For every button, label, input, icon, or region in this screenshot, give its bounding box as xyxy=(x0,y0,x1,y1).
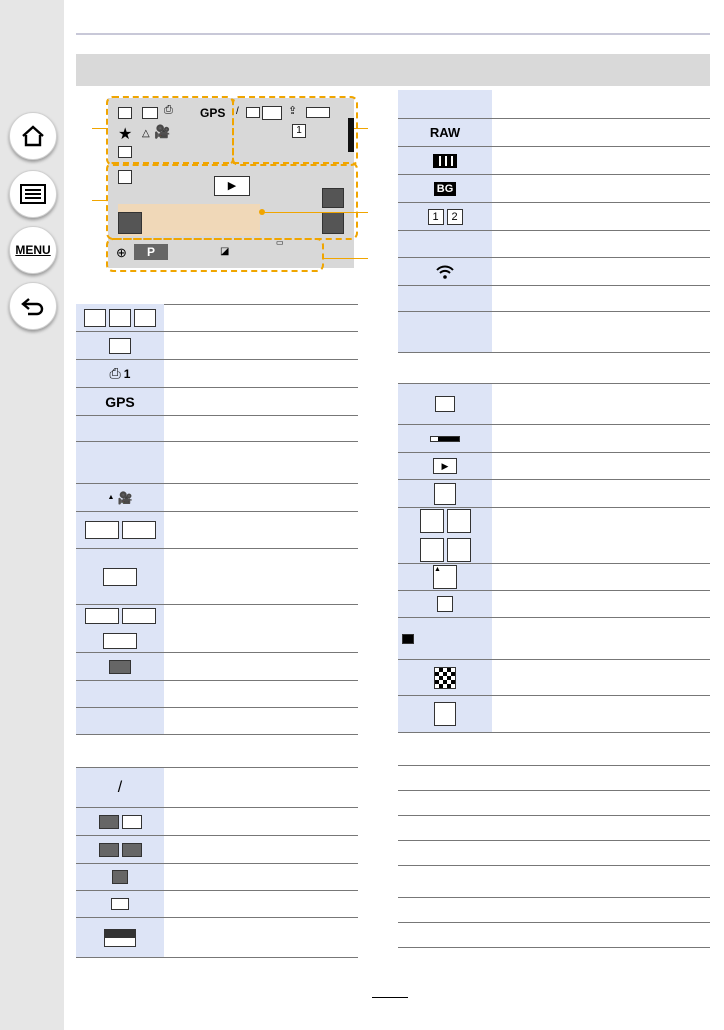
thumbnail-button[interactable] xyxy=(322,188,344,208)
callout-line-touch xyxy=(262,212,368,213)
contents-button[interactable] xyxy=(9,170,57,218)
pen-cell xyxy=(76,768,164,807)
burst-group-cell xyxy=(76,512,164,548)
left-row-18 xyxy=(76,864,358,891)
camera-mode-icon xyxy=(109,309,131,327)
burst-group-icon xyxy=(85,521,119,539)
left-row-5 xyxy=(76,416,358,442)
section-header-band xyxy=(76,54,710,86)
menu-label: MENU xyxy=(15,243,51,257)
empty-cell-6 xyxy=(76,442,164,483)
group-view-icon-4 xyxy=(447,538,471,562)
left-row-11 xyxy=(76,653,358,681)
raw-cell xyxy=(398,119,492,146)
edit-icon xyxy=(435,396,455,412)
right-row-23 xyxy=(398,791,710,816)
card-slot-cell xyxy=(398,203,492,230)
right-row-19 xyxy=(398,660,710,696)
right-row-8 xyxy=(398,286,710,312)
group-view-icon-3 xyxy=(420,538,444,562)
group-icon-3 xyxy=(103,633,137,649)
4k-burst-icon xyxy=(122,815,142,829)
focus-stack-icon xyxy=(103,568,137,586)
callout-line-1 xyxy=(92,128,108,129)
back-arrow-icon xyxy=(20,295,46,317)
sidebar xyxy=(0,0,64,1030)
left-row-7 xyxy=(76,484,358,512)
print-icon: ⎙ xyxy=(109,365,121,381)
card-slot-1: 1 xyxy=(428,209,444,225)
right-row-17 xyxy=(398,591,710,618)
group-view-icon-2 xyxy=(447,509,471,533)
protect-icon xyxy=(142,107,158,119)
wifi-icon xyxy=(436,265,454,279)
thumbnail-grid-icon xyxy=(434,667,456,689)
right-row-15 xyxy=(398,508,710,564)
pen-icon: / xyxy=(236,106,239,117)
left-row-20 xyxy=(76,918,358,958)
left-row-4 xyxy=(76,388,358,416)
left-row-6 xyxy=(76,442,358,484)
movie-icon: 🎥 xyxy=(117,490,133,505)
info-icon: ⊕ xyxy=(116,245,127,260)
play-icon: ▶ xyxy=(433,458,457,474)
page-number-rule xyxy=(372,997,408,998)
right-row-22 xyxy=(398,766,710,791)
right-row-2 xyxy=(398,119,710,147)
left-row-19 xyxy=(76,891,358,918)
right-row-18 xyxy=(398,618,710,660)
right-row-10 xyxy=(398,353,710,384)
post-focus-cell xyxy=(76,836,164,863)
left-row-10 xyxy=(76,605,358,653)
pen-icon: / xyxy=(117,778,123,796)
callout-line-4 xyxy=(322,258,368,259)
counter-cell xyxy=(76,653,164,680)
right-row-20 xyxy=(398,696,710,733)
mute-cell xyxy=(398,591,492,617)
4k-photo-icon xyxy=(99,815,119,829)
split-icon xyxy=(104,929,136,947)
print-count: 1 xyxy=(123,366,131,381)
post-focus-icon-2 xyxy=(122,843,142,857)
grid-cell xyxy=(398,660,492,695)
edit-cell xyxy=(398,384,492,424)
callout-dot xyxy=(259,209,265,215)
print-set-cell xyxy=(76,360,164,387)
small-panel-cell xyxy=(398,564,492,590)
right-row-12 xyxy=(398,425,710,453)
right-row-11 xyxy=(398,384,710,425)
right-row-21 xyxy=(398,733,710,766)
edit-icon xyxy=(118,170,132,184)
left-row-12 xyxy=(76,681,358,708)
right-row-1 xyxy=(398,90,710,119)
left-row-15 xyxy=(76,768,358,808)
empty-cell-r1 xyxy=(398,90,492,118)
group-icon-2 xyxy=(122,608,156,624)
callout-line-3 xyxy=(92,200,108,201)
header-rule xyxy=(76,33,710,35)
callout-line-2 xyxy=(354,128,368,129)
playback-mode-icon xyxy=(118,107,132,119)
battery-grip-label: BG xyxy=(434,182,457,196)
delete-cell xyxy=(398,696,492,732)
group-view-icon-1 xyxy=(420,509,444,533)
right-row-9 xyxy=(398,312,710,353)
burst-group-icon-2 xyxy=(122,521,156,539)
home-icon xyxy=(20,124,46,148)
post-focus-icon xyxy=(99,843,119,857)
display-toggle-icon xyxy=(434,483,456,505)
right-row-4 xyxy=(398,175,710,203)
right-row-6 xyxy=(398,231,710,258)
progress-bar-icon xyxy=(430,436,460,442)
left-row-14 xyxy=(76,735,358,768)
battery-grip-cell xyxy=(398,175,492,202)
left-row-2 xyxy=(76,332,358,360)
favorite-star-icon: ★ xyxy=(118,126,133,143)
movie-icon: 🎥 xyxy=(154,124,171,139)
left-table xyxy=(76,304,358,958)
image-icon xyxy=(112,870,128,884)
empty-cell-r8 xyxy=(398,286,492,311)
counter-icon xyxy=(109,660,131,674)
image-box-icon xyxy=(262,106,282,120)
photo-4k-cell xyxy=(76,808,164,835)
exposure-icon: ◪ xyxy=(220,246,230,257)
left-row-13 xyxy=(76,708,358,735)
right-row-28 xyxy=(398,923,710,948)
mute-icon xyxy=(437,596,453,612)
left-row-3 xyxy=(76,360,358,388)
progress-cell xyxy=(398,425,492,452)
upload-icon: ⇪ xyxy=(288,105,298,117)
protect-cell xyxy=(76,332,164,359)
title-triangle-icon: ▲ xyxy=(107,494,115,501)
screen-mode: P xyxy=(134,244,168,260)
panel-icon: ▲ xyxy=(433,565,457,589)
trash-icon xyxy=(434,702,456,726)
wifi-cell xyxy=(398,258,492,285)
right-row-3 xyxy=(398,147,710,175)
left-row-9 xyxy=(76,549,358,605)
protect-icon xyxy=(109,338,131,354)
empty-cell-r9 xyxy=(398,312,492,352)
scroll-bar xyxy=(348,118,354,152)
play-cell xyxy=(398,453,492,479)
travel-cell xyxy=(398,618,492,659)
back-button[interactable] xyxy=(9,282,57,330)
frame-cell xyxy=(76,891,164,917)
right-row-25 xyxy=(398,841,710,866)
frame-icon xyxy=(246,107,260,118)
empty-cell-12 xyxy=(76,681,164,707)
gps-cell xyxy=(76,388,164,415)
frame-icon xyxy=(111,898,129,910)
right-row-7 xyxy=(398,258,710,286)
empty-cell-5 xyxy=(76,416,164,441)
group-view-cell xyxy=(398,508,492,563)
empty-cell-r6 xyxy=(398,231,492,257)
left-row-17 xyxy=(76,836,358,864)
title-cell xyxy=(76,484,164,511)
delete-button[interactable] xyxy=(322,212,344,234)
screen-diagram xyxy=(108,98,354,268)
raw-label: RAW xyxy=(429,125,461,140)
right-row-24 xyxy=(398,816,710,841)
battery-cell xyxy=(398,147,492,174)
screen-print-count: 1 xyxy=(292,124,306,138)
iso-icon: ▭ xyxy=(276,238,284,247)
right-table xyxy=(398,90,710,950)
list-icon xyxy=(20,184,46,204)
play-button[interactable]: ▶ xyxy=(214,176,250,196)
print-icon: ⎙ xyxy=(164,104,173,116)
right-row-13 xyxy=(398,453,710,480)
display-toggle-cell xyxy=(398,480,492,507)
suitcase-icon xyxy=(402,634,414,644)
home-button[interactable] xyxy=(9,112,57,160)
right-row-27 xyxy=(398,898,710,923)
split-cell xyxy=(76,918,164,957)
card-slot-2: 2 xyxy=(447,209,463,225)
battery-icon xyxy=(433,154,457,168)
focus-stack-cell xyxy=(76,549,164,604)
left-row-8 xyxy=(76,512,358,549)
display-button[interactable] xyxy=(118,212,142,234)
left-row-16 xyxy=(76,808,358,836)
movie-mode-icon xyxy=(134,309,156,327)
group-icons-cell xyxy=(76,605,164,652)
battery-icon xyxy=(306,107,330,118)
playback-icons xyxy=(76,304,164,331)
screen-gps: GPS xyxy=(200,106,226,120)
title-icon: △ xyxy=(142,128,150,139)
play-mode-icon xyxy=(84,309,106,327)
right-row-5 xyxy=(398,203,710,231)
gps-label: GPS xyxy=(105,393,135,410)
menu-button[interactable] xyxy=(9,226,57,274)
empty-cell-13 xyxy=(76,708,164,734)
text-stamp-icon xyxy=(118,146,132,158)
group-icon-1 xyxy=(85,608,119,624)
right-row-16 xyxy=(398,564,710,591)
image-cell xyxy=(76,864,164,890)
right-row-14 xyxy=(398,480,710,508)
left-row-1 xyxy=(76,304,358,332)
right-row-26 xyxy=(398,866,710,898)
